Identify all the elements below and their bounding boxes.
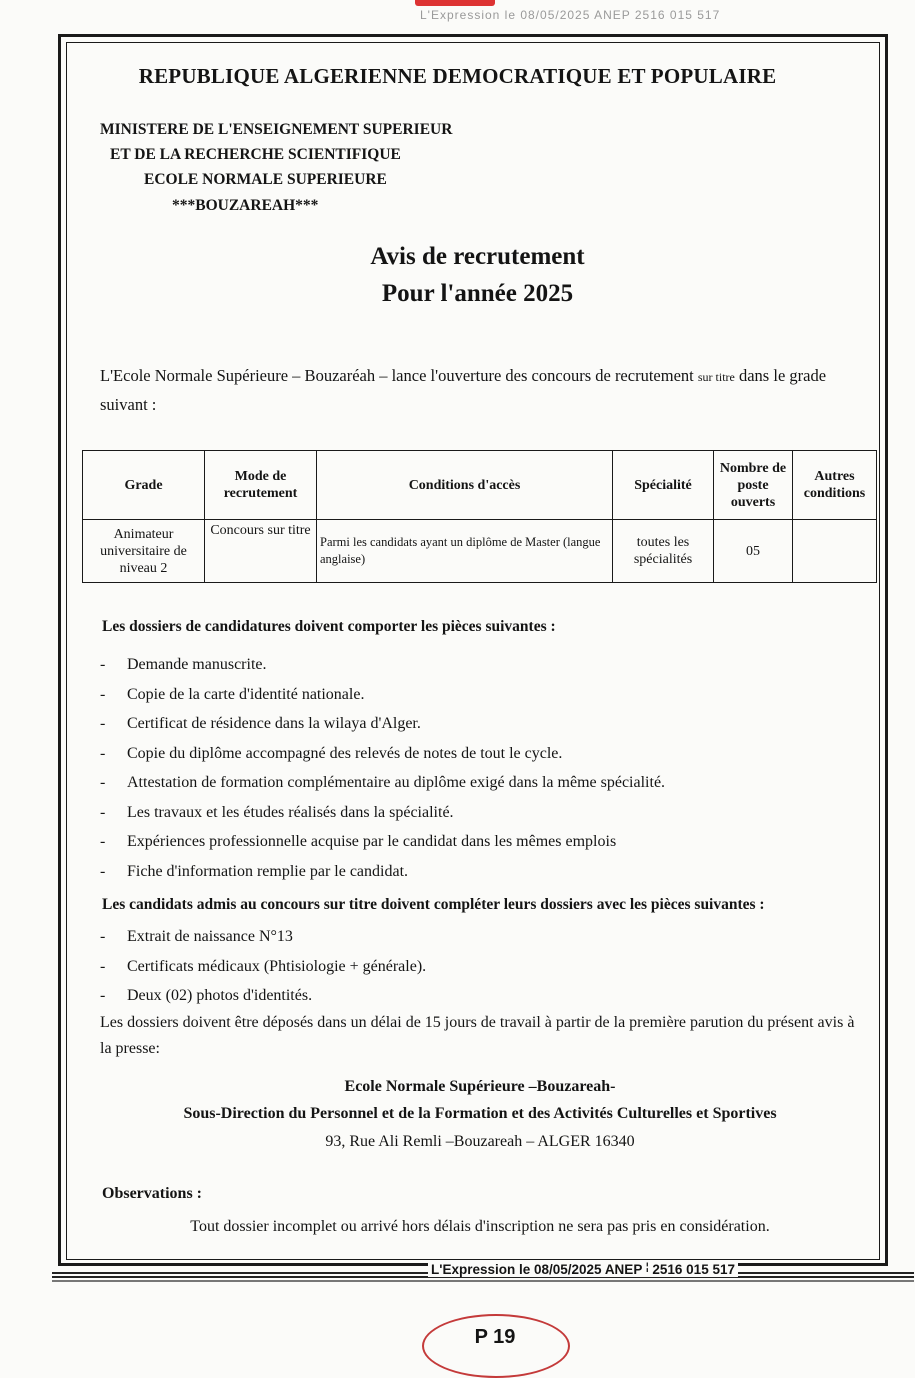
school-city: ***BOUZAREAH*** xyxy=(172,197,319,214)
bullet-dash: - xyxy=(100,987,106,1004)
republic-heading: REPUBLIQUE ALGERIENNE DEMOCRATIQUE ET POPULAIRE xyxy=(138,64,777,88)
bullet-dash: - xyxy=(100,656,106,673)
dossiers-heading: Les dossiers de candidatures doivent comporter les pièces suivantes : xyxy=(102,618,556,635)
header-nombre: Nombre de poste ouverts xyxy=(714,451,793,520)
list-item-text: Les travaux et les études réalisés dans la spécialité. xyxy=(127,803,454,821)
admis-list xyxy=(100,922,426,1011)
list-item xyxy=(100,650,665,680)
list-item xyxy=(100,768,665,798)
bullet-dash: - xyxy=(100,685,106,703)
notice-year: Pour l'année 2025 xyxy=(381,280,574,307)
ministry-line-2: ET DE LA RECHERCHE SCIENTIFIQUE xyxy=(110,146,401,163)
address-line-3: 93, Rue Ali Remli –Bouzareah – ALGER 16340 xyxy=(325,1133,635,1150)
cell-specialite: toutes les spécialités xyxy=(613,520,714,583)
bullet-dash: - xyxy=(100,862,106,880)
list-item xyxy=(100,680,665,710)
school-name: ECOLE NORMALE SUPERIEURE xyxy=(144,171,387,188)
list-item-text: Extrait de naissance N°13 xyxy=(127,928,293,945)
bullet-dash: - xyxy=(100,928,106,945)
notice-title: Avis de recrutement xyxy=(370,243,585,270)
ministry-line-1: MINISTERE DE L'ENSEIGNEMENT SUPERIEUR xyxy=(100,121,453,138)
list-item xyxy=(100,952,426,982)
table-row xyxy=(83,520,877,583)
list-item xyxy=(100,981,426,1011)
footer-rule-3 xyxy=(52,1280,914,1282)
address-line-1: Ecole Normale Supérieure –Bouzareah- xyxy=(344,1078,616,1095)
list-item xyxy=(100,739,665,769)
table-header-row xyxy=(83,451,877,520)
cell-conditions: Parmi les candidats ayant un diplôme de Master (langue anglaise) xyxy=(317,520,613,583)
list-item-text: Certificats médicaux (Phtisiologie + générale). xyxy=(127,957,427,975)
bullet-dash: - xyxy=(100,833,106,850)
dossiers-list xyxy=(100,650,665,886)
cell-autres xyxy=(793,520,877,583)
list-item xyxy=(100,922,426,952)
page-number: P 19 xyxy=(474,1326,516,1348)
footer-separator: ¦ xyxy=(645,1262,649,1273)
intro-paragraph xyxy=(100,362,860,419)
cell-nombre: 05 xyxy=(714,520,793,583)
list-item xyxy=(100,709,665,739)
list-item-text: Demande manuscrite. xyxy=(127,656,267,673)
observations-label: Observations : xyxy=(102,1185,202,1202)
header-specialite: Spécialité xyxy=(613,451,714,520)
recruitment-table xyxy=(82,450,877,583)
top-red-strip xyxy=(415,0,495,6)
footer-code: 2516 015 517 xyxy=(648,1262,735,1277)
bullet-dash: - xyxy=(100,803,106,821)
bullet-dash: - xyxy=(100,744,106,762)
list-item xyxy=(100,798,665,828)
footer-publication xyxy=(428,1262,738,1277)
cell-grade: Animateur universitaire de niveau 2 xyxy=(83,520,205,583)
observations-text: Tout dossier incomplet ou arrivé hors délais d'inscription ne sera pas pris en considération. xyxy=(190,1218,770,1235)
intro-text-small: sur titre xyxy=(697,370,735,384)
list-item-text: Expériences professionnelle acquise par le candidat dans les mêmes emplois xyxy=(127,833,617,850)
address-line-2: Sous-Direction du Personnel et de la Formation et des Activités Culturelles et Sportives xyxy=(183,1105,777,1122)
top-ghost-text: L'Expression le 08/05/2025 ANEP 2516 015 517 xyxy=(420,8,721,22)
list-item-text: Deux (02) photos d'identités. xyxy=(127,987,313,1004)
list-item-text: Copie de la carte d'identité nationale. xyxy=(127,685,365,703)
footer-source: L'Expression le 08/05/2025 ANEP xyxy=(431,1262,646,1277)
list-item xyxy=(100,827,665,857)
list-item-text: Attestation de formation complémentaire au diplôme exigé dans la même spécialité. xyxy=(127,774,666,791)
bullet-dash: - xyxy=(100,715,106,732)
list-item-text: Copie du diplôme accompagné des relevés de notes de tout le cycle. xyxy=(127,744,563,762)
list-item-text: Certificat de résidence dans la wilaya d'Alger. xyxy=(127,715,421,732)
cell-mode: Concours sur titre xyxy=(205,520,317,583)
intro-text-before: L'Ecole Normale Supérieure – Bouzaréah – lance l'ouverture des concours de recrutement xyxy=(100,366,698,385)
bullet-dash: - xyxy=(100,774,106,791)
admis-heading: Les candidats admis au concours sur titre doivent compléter leurs dossiers avec les pièces suivantes : xyxy=(102,896,765,913)
header-mode: Mode de recrutement xyxy=(205,451,317,520)
depot-paragraph: Les dossiers doivent être déposés dans un délai de 15 jours de travail à partir de la première parution du présent avis à la presse: xyxy=(100,1014,855,1057)
header-autres: Autres conditions xyxy=(793,451,877,520)
list-item xyxy=(100,857,665,887)
header-conditions: Conditions d'accès xyxy=(317,451,613,520)
intro-text-after: dans le grade suivant : xyxy=(100,366,827,414)
bullet-dash: - xyxy=(100,957,106,975)
list-item-text: Fiche d'information remplie par le candidat. xyxy=(127,862,409,880)
header-grade: Grade xyxy=(83,451,205,520)
